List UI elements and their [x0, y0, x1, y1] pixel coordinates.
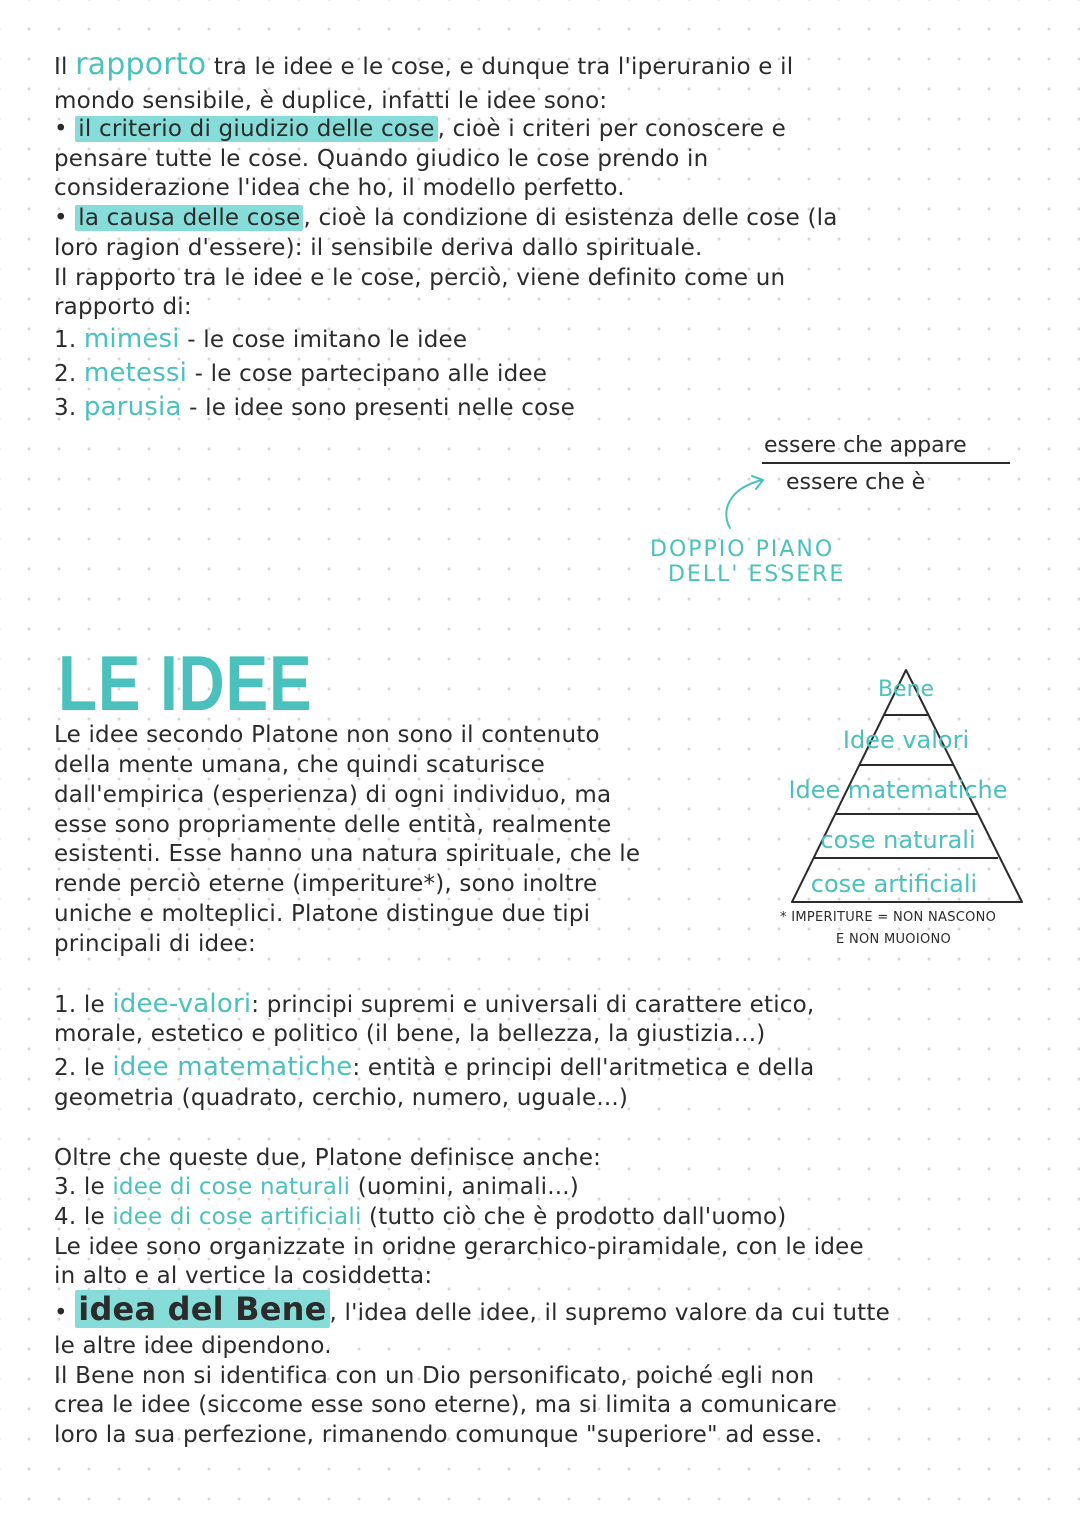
para1-line: dall'empirica (esperienza) di ogni individuo, ma — [54, 782, 612, 808]
others-line-1: Oltre che queste due, Platone definisce anche: — [54, 1145, 602, 1171]
keyword-rapporto: rapporto — [75, 47, 207, 82]
intro-line-5: considerazione l'idea che ho, il modello perfetto. — [54, 175, 625, 201]
highlight-idea-del-bene: idea del Bene — [75, 1290, 329, 1328]
pyramid-level-idee-matematiche: Idee matematiche — [788, 776, 1008, 804]
term-parusia: parusia — [83, 392, 182, 422]
others-line-8: Il Bene non si identifica con un Dio personificato, poiché egli non — [54, 1363, 815, 1389]
intro-text: , l'idea delle idee, il supremo valore da cui tutte — [329, 1300, 890, 1326]
list-number: 3. — [54, 395, 77, 421]
bullet-icon: • — [54, 205, 76, 231]
list-desc: (tutto ciò che è prodotto dall'uomo) — [361, 1204, 787, 1230]
type-idee-valori-line-2: morale, estetico e politico (il bene, la bellezza, la giustizia...) — [54, 1021, 766, 1047]
diagram-bottom-label: essere che è — [786, 470, 926, 495]
list-desc: - le idee sono presenti nelle cose — [181, 395, 575, 421]
type-idee-matematiche-line-2: geometria (quadrato, cerchio, numero, uguale...) — [54, 1085, 629, 1111]
intro-line-8: Il rapporto tra le idee e le cose, perciò, viene definito come un — [54, 265, 786, 291]
list-desc: : entità e principi dell'aritmetica e della — [352, 1055, 815, 1081]
intro-text: , cioè i criteri per conoscere e — [437, 116, 786, 142]
bullet-icon: • — [54, 1300, 76, 1326]
intro-line-7: loro ragion d'essere): il sensibile deriva dallo spirituale. — [54, 235, 703, 261]
list-desc: - le cose imitano le idee — [179, 327, 468, 353]
para1-line: rende perciò eterne (imperiture*), sono inoltre — [54, 871, 598, 897]
intro-line-6 — [54, 203, 838, 233]
curved-arrow-icon — [716, 470, 776, 532]
list-desc: : principi supremi e universali di carattere etico, — [251, 992, 815, 1018]
term-cose-naturali: idee di cose naturali — [112, 1174, 351, 1200]
others-line-6 — [54, 1290, 890, 1328]
list-number: 1. — [54, 327, 77, 353]
type-idee-valori — [54, 989, 814, 1020]
list-item-parusia — [54, 392, 575, 423]
list-item-metessi — [54, 358, 547, 389]
list-desc: (uomini, animali...) — [350, 1174, 579, 1200]
footnote-imperiture: * IMPERITURE = NON NASCONO — [780, 910, 997, 925]
list-number: 4. le — [54, 1204, 113, 1230]
others-line-4: Le idee sono organizzate in oridne gerarchico-piramidale, con le idee — [54, 1234, 864, 1260]
para1-line: esse sono propriamente delle entità, realmente — [54, 812, 612, 838]
pyramid-level-cose-naturali: cose naturali — [820, 826, 976, 854]
section-title: LE IDEE — [58, 639, 313, 727]
intro-line-9: rapporto di: — [54, 294, 192, 320]
list-item-mimesi — [54, 324, 467, 355]
intro-line-4: pensare tutte le cose. Quando giudico le cose prendo in — [54, 146, 709, 172]
bullet-icon: • — [54, 116, 76, 142]
intro-line-1 — [54, 47, 794, 82]
para1-line: uniche e molteplici. Platone distingue due tipi — [54, 901, 591, 927]
diagram-top-label: essere che appare — [764, 433, 967, 458]
others-line-10: loro la sua perfezione, rimanendo comunque "superiore" ad esse. — [54, 1422, 823, 1448]
intro-text: , cioè la condizione di esistenza delle cose (la — [303, 205, 838, 231]
diagram-caption-1: DOPPIO PIANO — [650, 537, 835, 562]
intro-line-2: mondo sensibile, è duplice, infatti le idee sono: — [54, 88, 608, 114]
term-metessi: metessi — [83, 358, 188, 388]
term-mimesi: mimesi — [83, 324, 180, 354]
para1-line: esistenti. Esse hanno una natura spirituale, che le — [54, 841, 641, 867]
list-number: 3. le — [54, 1174, 113, 1200]
others-line-3 — [54, 1202, 786, 1232]
pyramid-level-idee-valori: Idee valori — [842, 726, 970, 754]
intro-line-3 — [54, 114, 786, 144]
intro-text: Il — [54, 54, 76, 80]
para1-line: della mente umana, che quindi scaturisce — [54, 752, 545, 778]
list-number: 1. le — [54, 992, 113, 1018]
fraction-divider — [762, 462, 1010, 464]
others-line-2 — [54, 1172, 579, 1202]
pyramid-level-bene: Bene — [877, 677, 935, 702]
term-idee-matematiche: idee matematiche — [112, 1052, 353, 1082]
term-idee-valori: idee-valori — [112, 989, 252, 1019]
others-line-5: in alto e al vertice la cosiddetta: — [54, 1263, 433, 1289]
diagram-caption-2: DELL' ESSERE — [668, 562, 846, 587]
list-number: 2. — [54, 361, 77, 387]
highlight-criterio: il criterio di giudizio delle cose — [75, 116, 437, 142]
list-desc: - le cose partecipano alle idee — [187, 361, 548, 387]
term-cose-artificiali: idee di cose artificiali — [112, 1204, 362, 1230]
footnote-imperiture-2: E NON MUOIONO — [836, 932, 952, 947]
intro-text: tra le idee e le cose, e dunque tra l'iperuranio e il — [206, 54, 794, 80]
para1-line: Le idee secondo Platone non sono il contenuto — [54, 722, 600, 748]
others-line-7: le altre idee dipendono. — [54, 1333, 332, 1359]
list-number: 2. le — [54, 1055, 113, 1081]
para1-line: principali di idee: — [54, 931, 256, 957]
others-line-9: crea le idee (siccome esse sono eterne), ma si limita a comunicare — [54, 1392, 838, 1418]
highlight-causa: la causa delle cose — [75, 205, 303, 231]
pyramid-level-cose-artificiali: cose artificiali — [810, 870, 978, 898]
type-idee-matematiche — [54, 1052, 814, 1083]
